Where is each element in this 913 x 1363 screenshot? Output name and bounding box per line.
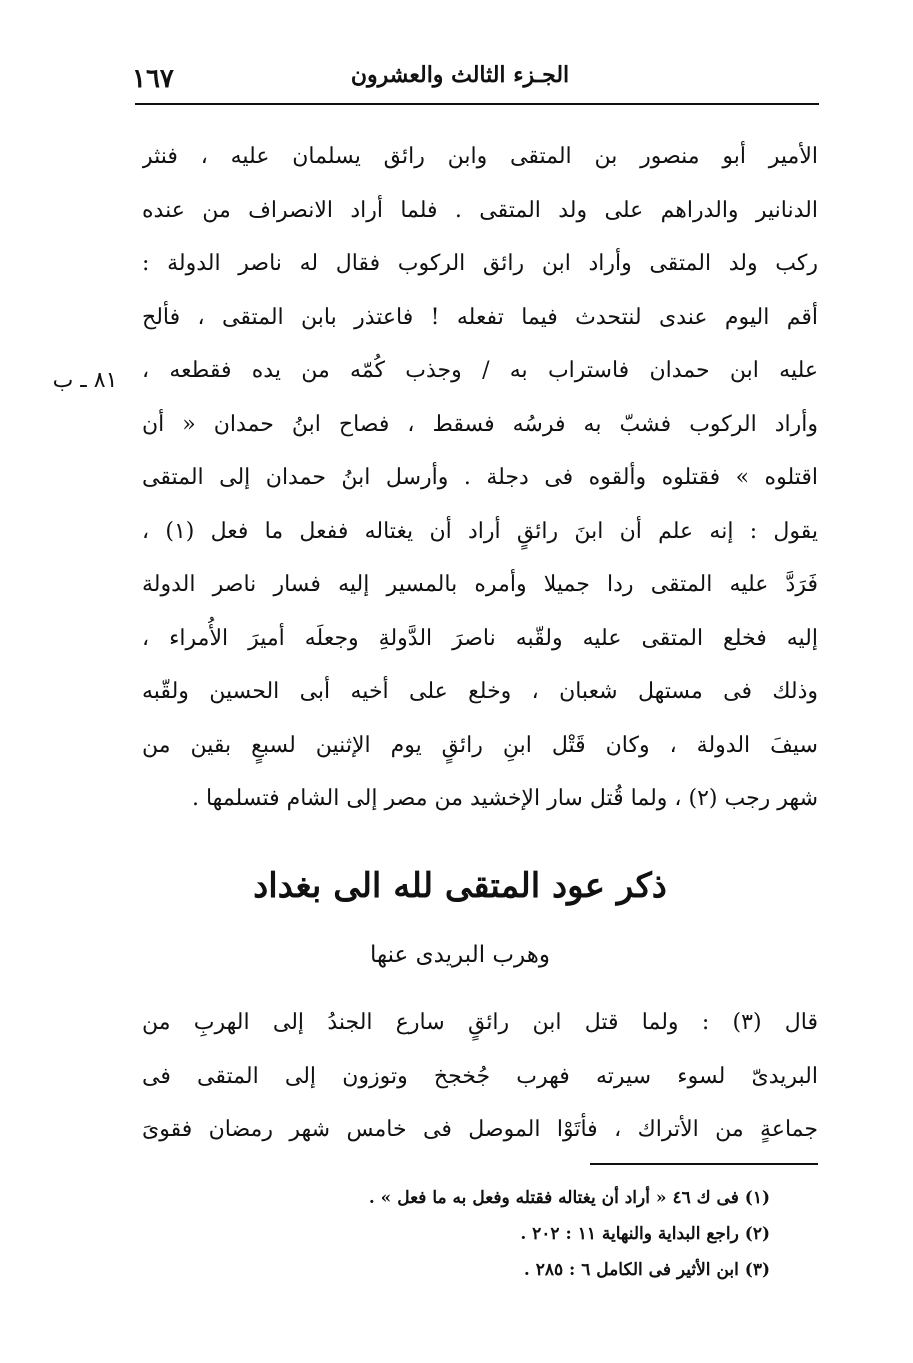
manuscript-folio-note: ٨١ ـ ب xyxy=(52,368,118,393)
text-line: قال (٣) : ولما قتل ابن رائقٍ سارع الجندُ إلى الهربِ من xyxy=(142,1010,818,1035)
footnote: (٢) راجع البداية والنهاية ١١ : ٢٠٢ . xyxy=(520,1224,770,1244)
text-line: الأمير أبو منصور بن المتقى وابن رائق يسلمان عليه ، فنثر xyxy=(142,144,818,169)
paragraph-2 xyxy=(142,996,818,1157)
text-line: وأراد الركوب فشبّ به فرسُه فسقط ، فصاح ابنُ حمدان « أن xyxy=(142,411,818,437)
text-line: عليه ابن حمدان فاستراب به / وجذب كُمّه من يده فقطعه ، xyxy=(142,358,818,383)
text-line: سيفَ الدولة ، وكان قَتْل ابنِ رائقٍ يوم الإثنين لسبعٍ بقين من xyxy=(142,732,818,758)
text-line: البريدىّ لسوء سيرته فهرب جُخجخ وتوزون إلى المتقى فى xyxy=(142,1063,818,1089)
text-line: أقم اليوم عندى لنتحدث فيما تفعله ! فاعتذر بابن المتقى ، فألح xyxy=(142,304,818,330)
footnote: (١) فى ك ٤٦ « أراد أن يغتاله فقتله وفعل به ما فعل » . xyxy=(368,1188,770,1208)
text-line: يقول : إنه علم أن ابنَ رائقٍ أراد أن يغتاله ففعل ما فعل (١) ، xyxy=(142,518,818,544)
paragraph-1 xyxy=(142,130,818,826)
page-number: ١٦٧ xyxy=(132,64,174,94)
text-line: جماعةٍ من الأتراك ، فأتَوْا الموصل فى خامس شهر رمضان فقوىَ xyxy=(142,1117,818,1142)
running-header-title: الجـزء الثالث والعشرون xyxy=(350,62,570,88)
text-line: ركب ولد المتقى وأراد ابن رائق الركوب فقال له ناصر الدولة : xyxy=(142,251,818,276)
header-rule xyxy=(135,103,819,105)
text-line: فَرَدَّ عليه المتقى ردا جميلا وأمره بالمسير إليه فسار ناصر الدولة xyxy=(142,572,818,597)
text-line: إليه فخلع المتقى عليه ولقّبه ناصرَ الدَّولةِ وجعلَه أميرَ الأُمراء ، xyxy=(142,625,818,651)
section-subheading: وهرب البريدى عنها xyxy=(370,942,550,968)
footnote: (٣) ابن الأثير فى الكامل ٦ : ٢٨٥ . xyxy=(523,1260,770,1280)
text-line: الدنانير والدراهم على ولد المتقى . فلما أراد الانصراف من عنده xyxy=(142,197,818,223)
footnote-rule xyxy=(590,1163,818,1165)
section-heading: ذكر عود المتقى لله الى بغداد xyxy=(253,866,667,906)
text-line: اقتلوه » فقتلوه وألقوه فى دجلة . وأرسل ابنُ حمدان إلى المتقى xyxy=(142,465,818,490)
text-line: وذلك فى مستهل شعبان ، وخلع على أخيه أبى الحسين ولقّبه xyxy=(142,679,818,704)
footnotes xyxy=(340,1180,770,1288)
text-line: شهر رجب (٢) ، ولما قُتل سار الإخشيد من مصر إلى الشام فتسلمها . xyxy=(191,786,818,811)
